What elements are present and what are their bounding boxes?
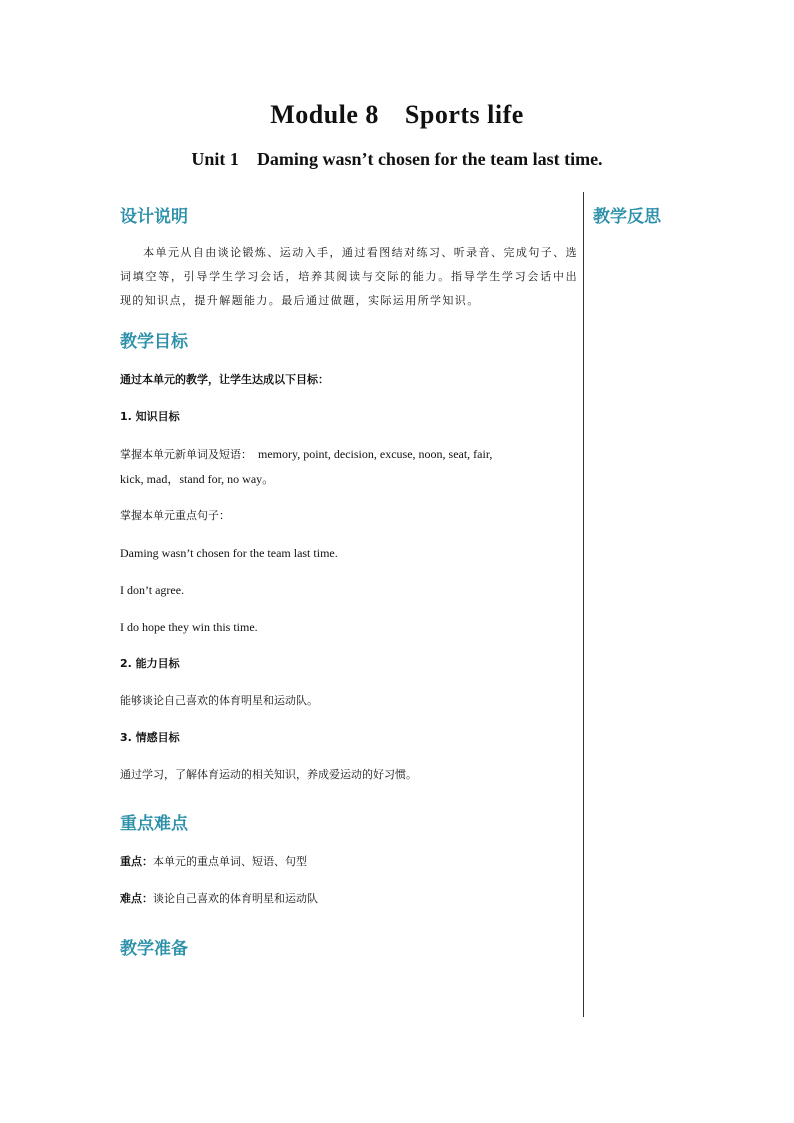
unit-title (0, 149, 794, 170)
difficult-point-text: 谈论自己喜欢的体育明星和运动队 (153, 892, 318, 905)
module-number: Module 8 (270, 100, 379, 129)
teaching-prep-heading: 教学准备 (120, 939, 188, 959)
module-title (0, 100, 794, 130)
ability-goal-title: 2. 能力目标 (120, 657, 180, 670)
main-column (120, 202, 578, 959)
goals-intro: 通过本单元的教学，让学生达成以下目标： (120, 373, 329, 386)
unit-name: Daming wasn’t chosen for the team last time. (256, 149, 603, 169)
key-point-line (120, 854, 578, 870)
key-point-text: 本单元的重点单词、短语、句型 (153, 855, 307, 868)
vocab-list-1: memory, point, decision, excuse, noon, seat, fair, (258, 447, 493, 461)
key-sentence-label: 掌握本单元重点句子： (120, 509, 230, 522)
key-difficult-heading: 重点难点 (120, 814, 188, 834)
key-sentence-2: I don’t agree. (120, 583, 185, 597)
design-notes-body: 本单元从自由谈论锻炼、运动入手，通过看图结对练习、听录音、完成句子、选词填空等，引导学生学习会话，培养其阅读与交际的能力。指导学生学习会话中出现的知识点，提升解题能力。最后通过做题，实际运用所学知识。 (120, 246, 578, 307)
key-sentence-3: I do hope they win this time. (120, 620, 258, 634)
difficult-point-label: 难点： (120, 892, 153, 905)
emotion-goal-title: 3. 情感目标 (120, 731, 180, 744)
vocab-label: 掌握本单元新单词及短语： (120, 448, 252, 461)
knowledge-goal-title: 1. 知识目标 (120, 410, 180, 423)
difficult-point-line (120, 891, 578, 907)
key-point-label: 重点： (120, 855, 153, 868)
design-notes-heading: 设计说明 (120, 207, 188, 227)
column-divider (583, 192, 584, 1017)
key-sentence-1: Daming wasn’t chosen for the team last time. (120, 546, 338, 560)
teaching-goals-heading: 教学目标 (120, 332, 188, 352)
module-name: Sports life (404, 100, 524, 129)
emotion-goal-text: 通过学习，了解体育运动的相关知识，养成爱运动的好习惯。 (120, 768, 417, 781)
ability-goal-text: 能够谈论自己喜欢的体育明星和运动队。 (120, 694, 318, 707)
vocab-list-2: kick, mad，stand for, no way。 (120, 472, 275, 486)
teaching-reflection-heading: 教学反思 (593, 207, 661, 227)
unit-number: Unit 1 (191, 149, 239, 169)
vocab-line-1 (120, 446, 578, 463)
